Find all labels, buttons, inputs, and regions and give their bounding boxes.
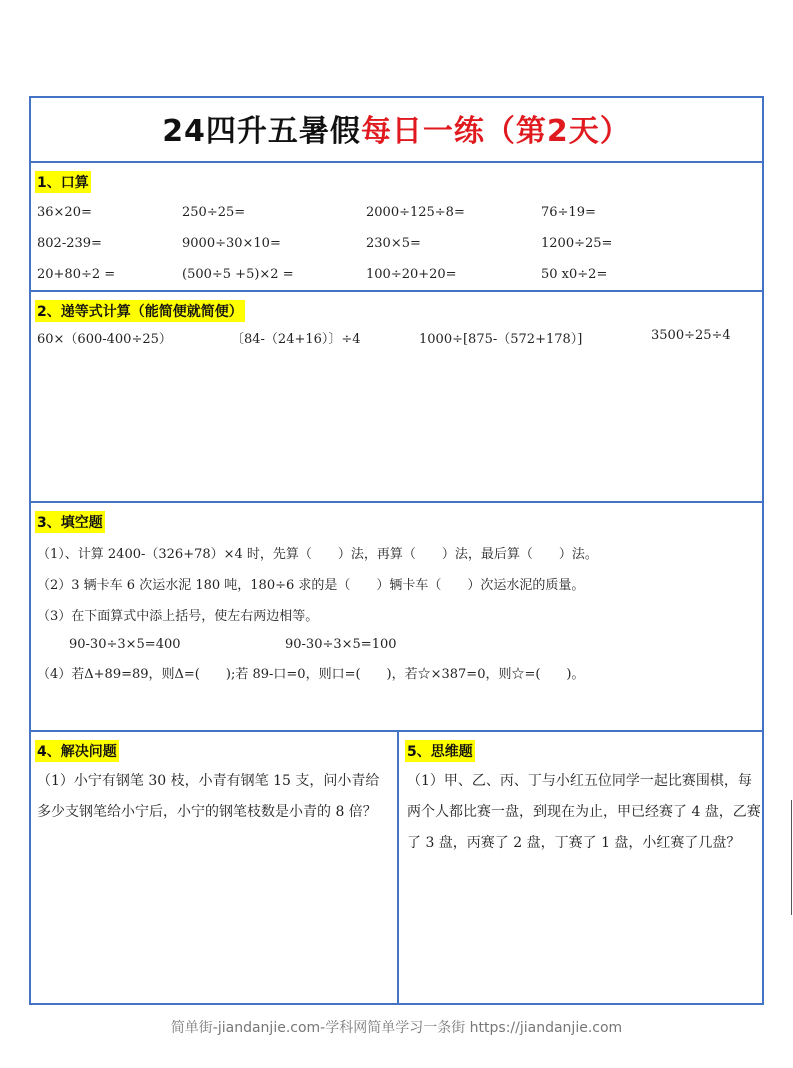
divider [31,161,762,163]
oral-calc-item: 36×20= [37,205,92,220]
section2-heading: 2、递等式计算（能简便就简便） [35,300,245,322]
fill-blank-q4: （4）若Δ+89=89，则Δ=( );若 89-口=0，则口=( )，若☆×387=0，则☆=( )。 [37,667,585,682]
fill-blank-q3-eq2: 90-30÷3×5=100 [285,637,397,652]
page-title [31,106,762,150]
oral-calc-item: 802-239= [37,236,102,251]
section1-heading: 1、口算 [35,171,91,193]
oral-calc-item: 100÷20+20= [366,267,457,282]
oral-calc-item: 9000÷30×10= [182,236,281,251]
section3-heading: 3、填空题 [35,511,105,533]
fill-blank-q2: （2）3 辆卡车 6 次运水泥 180 吨，180÷6 求的是（ ）辆卡车（ ）次运水泥的质量。 [37,578,585,593]
step-calc-item: 3500÷25÷4 [651,328,731,343]
title-part1: 24四升五暑假 [162,114,361,149]
worksheet-table [29,96,764,1005]
divider [397,730,399,1003]
divider [31,290,762,292]
divider [31,501,762,503]
title-part2: 每日一练（第2天） [360,114,631,149]
oral-calc-item: 1200÷25= [541,236,613,251]
section5-heading: 5、思维题 [405,740,475,762]
page-edge-mark [791,800,792,915]
fill-blank-q1: （1）、计算 2400-（326+78）×4 时，先算（ ）法，再算（ ）法，最后算（ ）法。 [37,547,598,562]
fill-blank-q3: （3）在下面算式中添上括号，使左右两边相等。 [37,609,319,624]
step-calc-item: 60×（600-400÷25） [37,332,172,347]
section4-heading: 4、解决问题 [35,740,119,762]
oral-calc-item: 50 x0÷2= [541,267,608,282]
footer-watermark: 简单街-jiandanjie.com-学科网简单学习一条街 https://jiandanjie.com [170,1020,623,1036]
fill-blank-q3-eq1: 90-30÷3×5=400 [69,637,181,652]
problem-solving-text: （1）小宁有钢笔 30 枝，小青有钢笔 15 支，问小青给多少支钢笔给小宁后，小宁的钢笔枝数是小青的 8 倍？ [37,773,380,820]
oral-calc-item: 2000÷125÷8= [366,205,465,220]
oral-calc-item: 250÷25= [182,205,246,220]
step-calc-item: 〔84-（24+16）〕÷4 [231,332,361,347]
oral-calc-item: 230×5= [366,236,421,251]
step-calc-item: 1000÷[875-（572+178）] [419,332,583,347]
oral-calc-item: (500÷5 +5)×2 = [182,267,294,282]
oral-calc-item: 20+80÷2 = [37,267,116,282]
oral-calc-item: 76÷19= [541,205,596,220]
thinking-problem-text: （1）甲、乙、丙、丁与小红五位同学一起比赛围棋，每两个人都比赛一盘，到现在为止，甲已经赛了 4 盘，乙赛了 3 盘，丙赛了 2 盘，丁赛了 1 盘，小红赛了几盘？ [407,773,761,851]
